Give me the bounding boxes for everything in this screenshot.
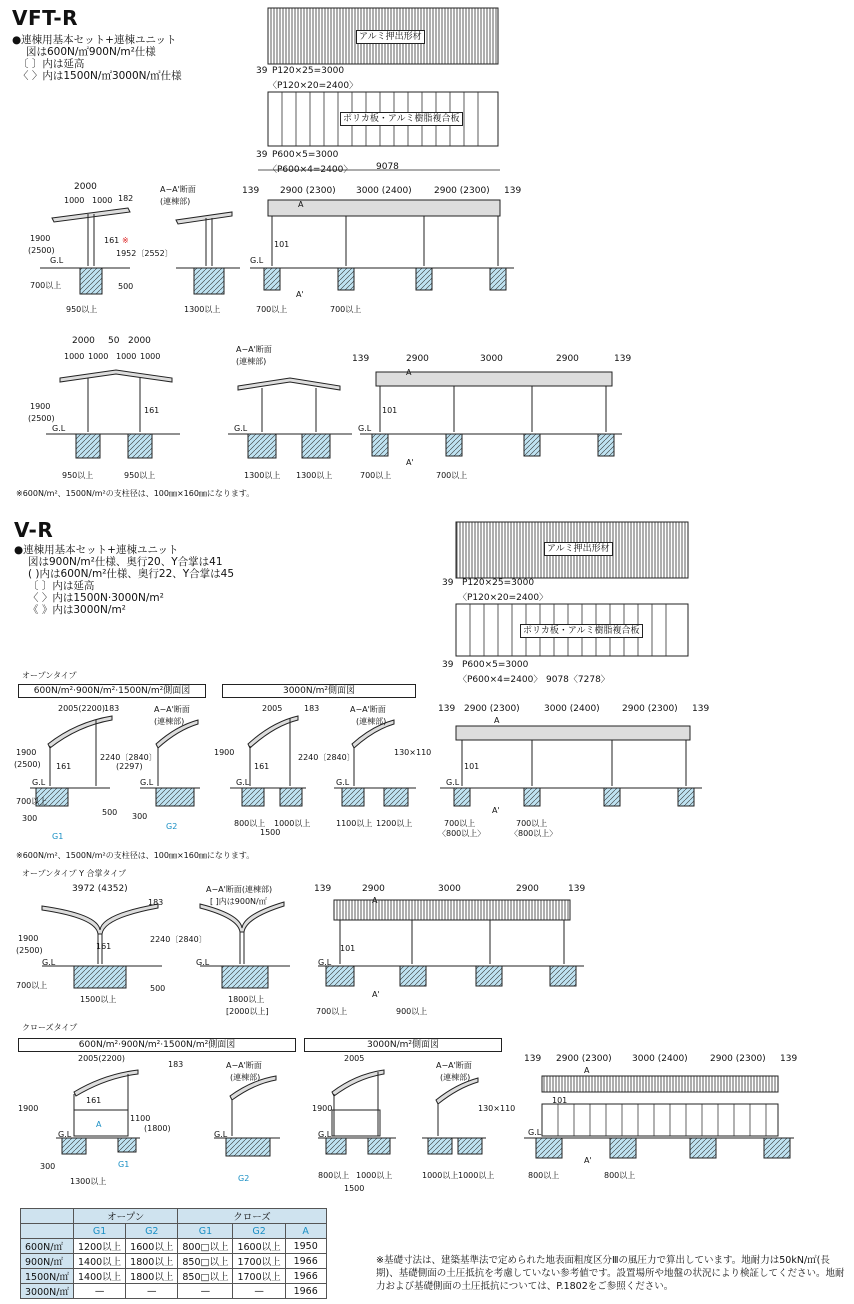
vr-o-w2005a: 2005(2200): [58, 704, 105, 713]
vft-d-b700b: 700以上: [436, 471, 468, 480]
vr-y-f500: 500: [150, 984, 166, 993]
vr-roof-top-label: アルミ押出形材: [544, 542, 613, 556]
cell: 1966: [285, 1269, 326, 1284]
cell: 1400以上: [73, 1254, 125, 1269]
vft-d-a: A: [406, 368, 412, 377]
vft-d-h2500: (2500): [28, 414, 55, 423]
vr-y-base: 1500以上: [80, 995, 117, 1004]
vft-d-w1000-2: 1000: [88, 352, 109, 361]
spec-col-g1-open: G1: [73, 1224, 125, 1239]
vr-o-h2240b: 2240〔2840〕: [298, 753, 355, 762]
vr-y-h1900: 1900: [18, 934, 39, 943]
vr-roof-bottom-dim2: 〈P600×4=2400〉: [458, 675, 543, 685]
vr-c-b800: 800以上: [318, 1171, 350, 1180]
row-label: 3000N/㎡: [21, 1284, 74, 1299]
vft-s-w1: 1000: [64, 196, 85, 205]
vr-o-d161b: 161: [254, 762, 270, 771]
vr-o-g2: G2: [166, 822, 178, 831]
vft-s-found700: 700以上: [30, 281, 62, 290]
vft-s-w2: 1000: [92, 196, 113, 205]
vft-s-d101: 101: [274, 240, 290, 249]
vft-total: 9078: [376, 162, 399, 172]
vr-y-h2240: 2240〔2840〕: [150, 935, 207, 944]
vft-s-h182: 182: [118, 194, 134, 203]
vft-d-gl2: G.L: [234, 424, 248, 433]
vr-o-3000: 3000 (2400): [544, 704, 600, 714]
spec-table: [20, 1208, 327, 1299]
vr-o-h2240: 2240〔2840〕: [100, 753, 157, 762]
vr-c-b1000: 1000以上: [356, 1171, 393, 1180]
vr-y-f700: 700以上: [16, 981, 48, 990]
spec-col-g2-close: G2: [233, 1224, 285, 1239]
vr-o-section-sub: (連棟部): [154, 717, 185, 726]
vr-o-b1000: 1000以上: [274, 819, 311, 828]
vft-d-w1000-4: 1000: [140, 352, 161, 361]
vr-c-d161: 161: [86, 1096, 102, 1105]
vft-roof-top-dim2: 〈P120×20=2400〉: [268, 81, 359, 91]
vr-o-b700a: 700以上: [444, 819, 476, 828]
vr-note-4: 〈 〉内は1500N·3000N/m²: [28, 592, 164, 604]
vft-s-width: 2000: [74, 182, 97, 192]
vr-y-w: 3972 (4352): [72, 884, 128, 894]
vr-o-h1900b: 1900: [214, 748, 235, 757]
vr-c-2900b: 2900 (2300): [710, 1054, 766, 1064]
vr-y-gl2: G.L: [196, 958, 210, 967]
row-label: 1500N/㎡: [21, 1269, 74, 1284]
vft-note-3: 〈 〉内は1500N/㎡3000N/㎡仕様: [18, 70, 182, 82]
vr-y-139a: 139: [314, 884, 332, 894]
vr-note-5: 《 》内は3000N/m²: [28, 604, 126, 616]
cell: 1966: [285, 1254, 326, 1269]
vr-o-gl4: G.L: [336, 778, 350, 787]
vr-roof-top-dim1: P120×25=3000: [462, 578, 535, 588]
vft-s-base: 950以上: [66, 305, 98, 314]
vr-o-section2: A−A'断面: [350, 705, 386, 714]
vr-c-f300: 300: [40, 1162, 56, 1171]
vft-d-base950a: 950以上: [62, 471, 94, 480]
vr-footnote: ※600N/m²、1500N/m²の支柱径は、100㎜×160㎜になります。: [16, 851, 255, 860]
cell: 850□以上: [178, 1254, 233, 1269]
vr-o-d101: 101: [464, 762, 480, 771]
spec-corner-2: [21, 1224, 74, 1239]
vft-s-139b: 139: [504, 186, 522, 196]
vr-o-b800: 800以上: [234, 819, 266, 828]
vr-c-b1000b: 1000以上: [422, 1171, 459, 1180]
spec-group-open: オープン: [73, 1209, 177, 1224]
cell: 1600以上: [126, 1239, 178, 1254]
cell: 1966: [285, 1284, 326, 1299]
vr-y-a: A: [372, 896, 378, 905]
vft-roof-bottom-dim2: 〈P600×4=2400〉: [268, 165, 353, 175]
vft-s-star: ※: [122, 236, 129, 245]
vr-c-gl4: G.L: [528, 1128, 542, 1137]
vft-s-2900b: 2900 (2300): [434, 186, 490, 196]
spec-corner: [21, 1209, 74, 1224]
vr-c-d101: 101: [552, 1096, 568, 1105]
vr-c-h183: 183: [168, 1060, 184, 1069]
vr-y-h2500: (2500): [16, 946, 43, 955]
vft-note-1: 図は600N/㎡900N/m²仕様: [26, 46, 156, 58]
vft-d-2900b: 2900: [556, 354, 579, 364]
vft-d-139b: 139: [614, 354, 632, 364]
vr-c-gl: G.L: [58, 1130, 72, 1139]
vft-s-base2: 1300以上: [184, 305, 221, 314]
vr-o-b1100: 1100以上: [336, 819, 373, 828]
vr-note-2: ( )内は600N/m²仕様、奥行22、Y合掌は45: [28, 568, 235, 580]
vft-footnote: ※600N/m²、1500N/m²の支柱径は、100㎜×160㎜になります。: [16, 489, 255, 498]
vr-c-h1800: (1800): [144, 1124, 171, 1133]
vft-d-base950b: 950以上: [124, 471, 156, 480]
vft-s-section-sub: (連棟部): [160, 197, 191, 206]
vr-c-w2005a: 2005(2200): [78, 1054, 125, 1063]
vft-s-b700a: 700以上: [256, 305, 288, 314]
vr-y-type: オープンタイプ Y 合掌タイプ: [22, 869, 127, 878]
vft-roof-bottom-dim1: P600×5=3000: [272, 150, 339, 160]
vr-y-h183: 183: [148, 898, 164, 907]
vr-o-g1: G1: [52, 832, 64, 841]
table-row: [21, 1284, 327, 1299]
vr-o-2900a: 2900 (2300): [464, 704, 520, 714]
vr-roof-bottom-label: ポリカ板・アルミ樹脂複合板: [520, 624, 643, 638]
vr-close-type: クローズタイプ: [22, 1023, 78, 1032]
table-row: [21, 1269, 327, 1284]
cell: 1800以上: [126, 1269, 178, 1284]
vr-c-h1100: 1100: [130, 1114, 151, 1123]
vr-o-b700a2: 〈800以上〉: [438, 829, 486, 838]
vr-c-section2: A−A'断面: [436, 1061, 472, 1070]
vr-open-type: オープンタイプ: [22, 671, 77, 680]
cell: 1600以上: [233, 1239, 285, 1254]
vft-bullet: ●連棟用基本セット+連棟ユニット: [12, 34, 177, 46]
vr-y-section-sub: [ ]内は900N/㎡: [210, 897, 267, 906]
cell: —: [126, 1284, 178, 1299]
vr-o-gl3: G.L: [236, 778, 250, 787]
vr-c-ap: A': [584, 1156, 592, 1165]
vft-d-w2000a: 2000: [72, 336, 95, 346]
vr-o-d161: 161: [56, 762, 72, 771]
vr-o-b700b2: 〈800以上〉: [510, 829, 558, 838]
vr-c-b1000c: 1000以上: [458, 1171, 495, 1180]
vft-s-gl: G.L: [50, 256, 64, 265]
vr-y-2900b: 2900: [516, 884, 539, 894]
cell: 1950: [285, 1239, 326, 1254]
vft-roof-top-dim1: P120×25=3000: [272, 66, 345, 76]
vr-c-b1500: 1500: [344, 1184, 365, 1193]
vr-c-a: A: [96, 1120, 102, 1129]
cell: 1200以上: [73, 1239, 125, 1254]
vr-o-f700: 700以上: [16, 797, 48, 806]
vft-s-found500: 500: [118, 282, 134, 291]
vr-c-b800a: 800以上: [528, 1171, 560, 1180]
cell: 850□以上: [178, 1269, 233, 1284]
vft-d-base1300a: 1300以上: [244, 471, 281, 480]
vft-d-section: A−A'断面: [236, 345, 272, 354]
spec-group-close: クローズ: [178, 1209, 326, 1224]
vft-title: VFT-R: [12, 6, 79, 30]
vr-y-d161: 161: [96, 942, 112, 951]
vft-s-h2500: (2500): [28, 246, 55, 255]
table-row: [21, 1254, 327, 1269]
vr-c-b800b: 800以上: [604, 1171, 636, 1180]
vr-o-gl: G.L: [32, 778, 46, 787]
cell: 1400以上: [73, 1269, 125, 1284]
cell: 800□以上: [178, 1239, 233, 1254]
vft-s-ap: A': [296, 290, 304, 299]
vr-o-f300: 300: [22, 814, 38, 823]
vr-o-f300b: 300: [132, 812, 148, 821]
vr-title: V-R: [14, 518, 54, 542]
vft-d-b700a: 700以上: [360, 471, 392, 480]
vr-o-h1900: 1900: [16, 748, 37, 757]
vr-c-139a: 139: [524, 1054, 542, 1064]
vr-close-box-a: 600N/m²·900N/m²·1500N/m²側面図: [18, 1038, 296, 1052]
vft-d-section-sub: (連棟部): [236, 357, 267, 366]
vft-roof-bottom-label: ポリカ板・アルミ樹脂複合板: [340, 112, 463, 126]
vr-o-d130: 130×110: [394, 748, 432, 757]
vft-d-d101: 101: [382, 406, 398, 415]
vft-d-base1300b: 1300以上: [296, 471, 333, 480]
vr-c-139b: 139: [780, 1054, 798, 1064]
vft-s-b700b: 700以上: [330, 305, 362, 314]
vr-y-b900: 900以上: [396, 1007, 428, 1016]
vft-edge-1: 39: [256, 66, 268, 76]
vr-c-a2: A: [584, 1066, 590, 1075]
vft-s-h1900: 1900: [30, 234, 51, 243]
vr-o-h2500: (2500): [14, 760, 41, 769]
vr-o-b1500: 1500: [260, 828, 281, 837]
vft-d-h1900: 1900: [30, 402, 51, 411]
cell: —: [233, 1284, 285, 1299]
vr-o-a: A: [494, 716, 500, 725]
vr-c-section2-sub: (連棟部): [440, 1073, 471, 1082]
vr-y-ap: A': [372, 990, 380, 999]
spec-col-g1-close: G1: [178, 1224, 233, 1239]
vr-o-h183: 183: [104, 704, 120, 713]
vft-d-ap: A': [406, 458, 414, 467]
vr-o-w2005b: 2005: [262, 704, 283, 713]
footer-note: ※基礎寸法は、建築基準法で定められた地表面粗度区分Ⅲの風圧力で算出しています。地耐力は50kN/㎡(長期)、基礎側面の土圧抵抗を考慮していない参考値です。設置場所や地盤の状況により検証してください。地耐力および基礎側面の土圧抵抗については、P.1802をご参照ください。: [376, 1255, 845, 1292]
vft-s-d161: 161: [104, 236, 120, 245]
vr-c-gl2: G.L: [214, 1130, 228, 1139]
vr-o-ap: A': [492, 806, 500, 815]
vr-total: 9078〈7278〉: [546, 675, 610, 685]
vft-roof-top-label: アルミ押出形材: [356, 30, 425, 44]
spec-col-g2-open: G2: [126, 1224, 178, 1239]
vft-d-gl3: G.L: [358, 424, 372, 433]
vr-y-base3: [2000以上]: [226, 1007, 269, 1016]
vft-d-139a: 139: [352, 354, 370, 364]
vr-y-139b: 139: [568, 884, 586, 894]
vr-y-section: A−A'断面(連棟部): [206, 885, 273, 894]
vr-c-h1900: 1900: [18, 1104, 39, 1113]
vr-c-3000: 3000 (2400): [632, 1054, 688, 1064]
vr-c-g1: G1: [118, 1160, 130, 1169]
vft-d-gl: G.L: [52, 424, 66, 433]
vr-y-b700: 700以上: [316, 1007, 348, 1016]
vr-o-gl2: G.L: [140, 778, 154, 787]
vr-o-gl5: G.L: [446, 778, 460, 787]
vr-y-d101: 101: [340, 944, 356, 953]
vr-note-3: 〔 〕内は延高: [28, 580, 95, 592]
vr-y-3000: 3000: [438, 884, 461, 894]
vft-d-w50: 50: [108, 336, 120, 346]
vft-d-w1000-1: 1000: [64, 352, 85, 361]
vr-roof-top-dim2: 〈P120×20=2400〉: [458, 593, 549, 603]
vr-c-2900a: 2900 (2300): [556, 1054, 612, 1064]
vr-c-g2: G2: [238, 1174, 250, 1183]
vft-s-3000: 3000 (2400): [356, 186, 412, 196]
vr-y-base2: 1800以上: [228, 995, 265, 1004]
cell: 1700以上: [233, 1254, 285, 1269]
vr-o-139b: 139: [692, 704, 710, 714]
vr-edge-1: 39: [442, 578, 454, 588]
vr-c-w2005b: 2005: [344, 1054, 365, 1063]
vr-y-2900a: 2900: [362, 884, 385, 894]
vft-s-2900a: 2900 (2300): [280, 186, 336, 196]
vft-d-3000: 3000: [480, 354, 503, 364]
row-label: 900N/㎡: [21, 1254, 74, 1269]
vr-o-section: A−A'断面: [154, 705, 190, 714]
vr-close-box-b: 3000N/m²側面図: [304, 1038, 502, 1052]
vft-s-139a: 139: [242, 186, 260, 196]
vft-d-d161: 161: [144, 406, 160, 415]
vr-o-2900b: 2900 (2300): [622, 704, 678, 714]
vr-o-section2-sub: (連棟部): [356, 717, 387, 726]
cell: —: [178, 1284, 233, 1299]
vr-note-1: 図は900N/m²仕様、奥行20、Y合掌は41: [28, 556, 223, 568]
vr-c-gl3: G.L: [318, 1130, 332, 1139]
cell: 1800以上: [126, 1254, 178, 1269]
vr-c-h1900b: 1900: [312, 1104, 333, 1113]
vr-c-section: A−A'断面: [226, 1061, 262, 1070]
vft-note-2: 〔 〕内は延高: [18, 58, 85, 70]
vr-y-gl: G.L: [42, 958, 56, 967]
vr-o-b1200: 1200以上: [376, 819, 413, 828]
cell: 1700以上: [233, 1269, 285, 1284]
vft-d-w1000-3: 1000: [116, 352, 137, 361]
vr-c-base: 1300以上: [70, 1177, 107, 1186]
vr-edge-2: 39: [442, 660, 454, 670]
vft-d-2900a: 2900: [406, 354, 429, 364]
vr-box-b: 3000N/m²側面図: [222, 684, 416, 698]
vft-s-a: A: [298, 200, 304, 209]
row-label: 600N/㎡: [21, 1239, 74, 1254]
table-row: [21, 1239, 327, 1254]
vr-box-a: 600N/m²·900N/m²·1500N/m²側面図: [18, 684, 206, 698]
vr-c-d130: 130×110: [478, 1104, 516, 1113]
vft-edge-2: 39: [256, 150, 268, 160]
vr-o-139a: 139: [438, 704, 456, 714]
vr-o-f500: 500: [102, 808, 118, 817]
vr-bullet: ●連棟用基本セット+連棟ユニット: [14, 544, 179, 556]
spec-col-a: A: [285, 1224, 326, 1239]
vft-s-section: A−A'断面: [160, 185, 196, 194]
vft-s-gl2: G.L: [250, 256, 264, 265]
vr-o-h183b: 183: [304, 704, 320, 713]
cell: —: [73, 1284, 125, 1299]
vr-y-gl3: G.L: [318, 958, 332, 967]
vr-roof-bottom-dim1: P600×5=3000: [462, 660, 529, 670]
vft-d-w2000b: 2000: [128, 336, 151, 346]
vr-c-section-sub: (連棟部): [230, 1073, 261, 1082]
vft-s-h1952: 1952〔2552〕: [116, 249, 173, 258]
vr-o-b700b: 700以上: [516, 819, 548, 828]
vr-o-h2297: (2297): [116, 762, 143, 771]
